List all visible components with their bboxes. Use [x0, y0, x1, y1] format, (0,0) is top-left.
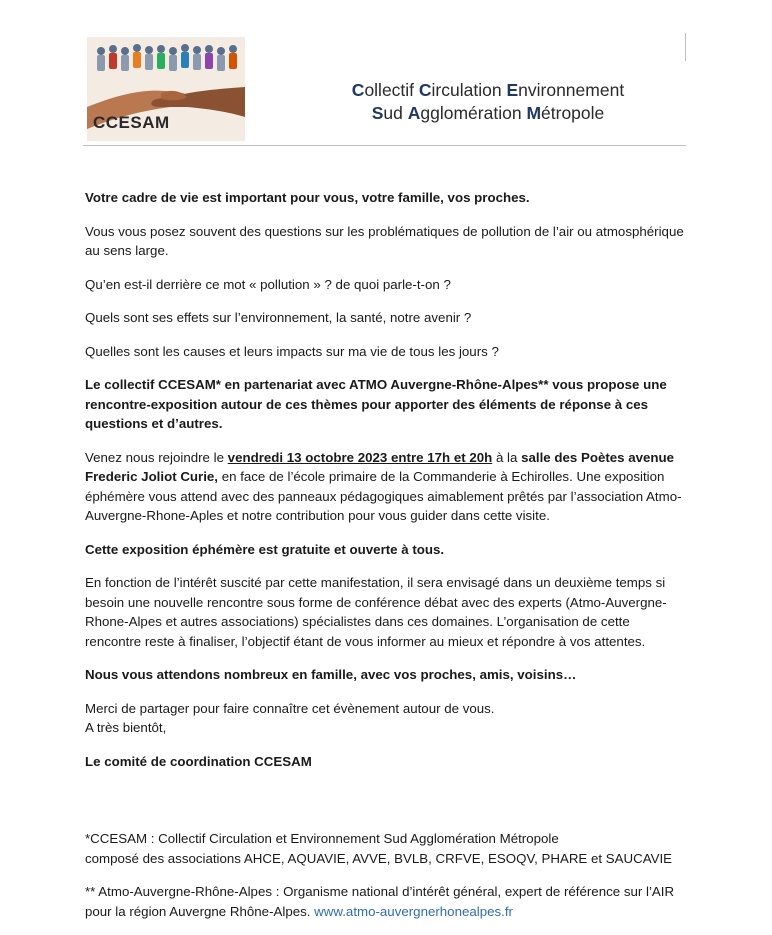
- event-location: salle des Poètes avenue Frederic Joliot Curie,: [85, 449, 675, 484]
- question-paragraph-3: Quels sont ses effets sur l’environnement, la santé, notre avenir ?: [85, 310, 472, 325]
- letterhead: [83, 33, 686, 146]
- footnote-ccesam: *CCESAM : Collectif Circulation et Environnement Sud Agglomération Métropole composé des associations AHCE, AQUAVIE, AVVE, BVLB, CRFVE, ESOQV, PHARE et SAUCAVIE: [85, 831, 673, 866]
- free-entry-paragraph: Cette exposition éphémère est gratuite et ouverte à tous.: [85, 541, 445, 557]
- header-divider: [685, 33, 686, 61]
- intro-paragraph: Votre cadre de vie est important pour vous, votre famille, vos proches.: [85, 190, 530, 205]
- organization-title: [323, 79, 653, 125]
- event-details-paragraph: Venez nous rejoindre le vendredi 13 octobre 2023 entre 17h et 20h à la salle des Poètes avenue Frederic Joliot Curie, en face de l’école primaire de la Commanderie à Echirolles. Une exposition éphémère vous attend avec des panneaux pédagogiques aimablement prêtés par l’association Atmo-Auvergne-Rhone-Aples et notre contribution pour vous guider dans cette visite.: [85, 449, 682, 523]
- title-line-1: Collectif Circulation Environnement: [351, 80, 625, 100]
- question-paragraph-1: Vous vous posez souvent des questions sur les problématiques de pollution de l’air ou atmosphérique au sens large.: [85, 223, 684, 258]
- ccesam-logo: [87, 37, 245, 141]
- event-date: vendredi 13 octobre 2023 entre 17h et 20h: [227, 449, 493, 465]
- footnote-atmo: ** Atmo-Auvergne-Rhône-Alpes : Organisme national d’intérêt général, expert de référence sur l’AIR pour la région Auvergne Rhône-Alpes. www.atmo-auvergnerhonealpes.fr: [85, 884, 675, 919]
- closing-paragraph: Merci de partager pour faire connaître cet évènement autour de vous. A très bientôt,: [85, 700, 495, 735]
- atmo-website-link[interactable]: www.atmo-auvergnerhonealpes.fr: [314, 903, 513, 919]
- letter-body: [85, 188, 689, 935]
- follow-up-paragraph: En fonction de l’intérêt suscité par cette manifestation, il sera envisagé dans un deuxième temps si besoin une nouvelle rencontre sous forme de conférence débat avec des experts (Atmo-Auvergne-Rhone-Alpes et autres associations) spécialistes dans ces domaines. L’organisation de cette rencontre reste à finaliser, l’objectif étant de vous informer au mieux et répondre à vos attentes.: [85, 575, 667, 649]
- question-paragraph-2: Qu’en est-il derrière ce mot « pollution » ? de quoi parle-t-on ?: [85, 276, 451, 292]
- invitation-paragraph: Nous vous attendons nombreux en famille, avec vos proches, amis, voisins…: [85, 667, 577, 682]
- logo-text: CCESAM: [93, 113, 170, 132]
- signature: Le comité de coordination CCESAM: [85, 753, 312, 769]
- question-paragraph-4: Quelles sont les causes et leurs impacts sur ma vie de tous les jours ?: [85, 343, 499, 359]
- partnership-paragraph: Le collectif CCESAM* en partenariat avec ATMO Auvergne-Rhône-Alpes** vous propose une rencontre-exposition autour de ces thèmes pour apporter des éléments de réponse à ces questions et d’autres.: [85, 377, 667, 431]
- title-line-2: Sud Agglomération Métropole: [371, 103, 605, 123]
